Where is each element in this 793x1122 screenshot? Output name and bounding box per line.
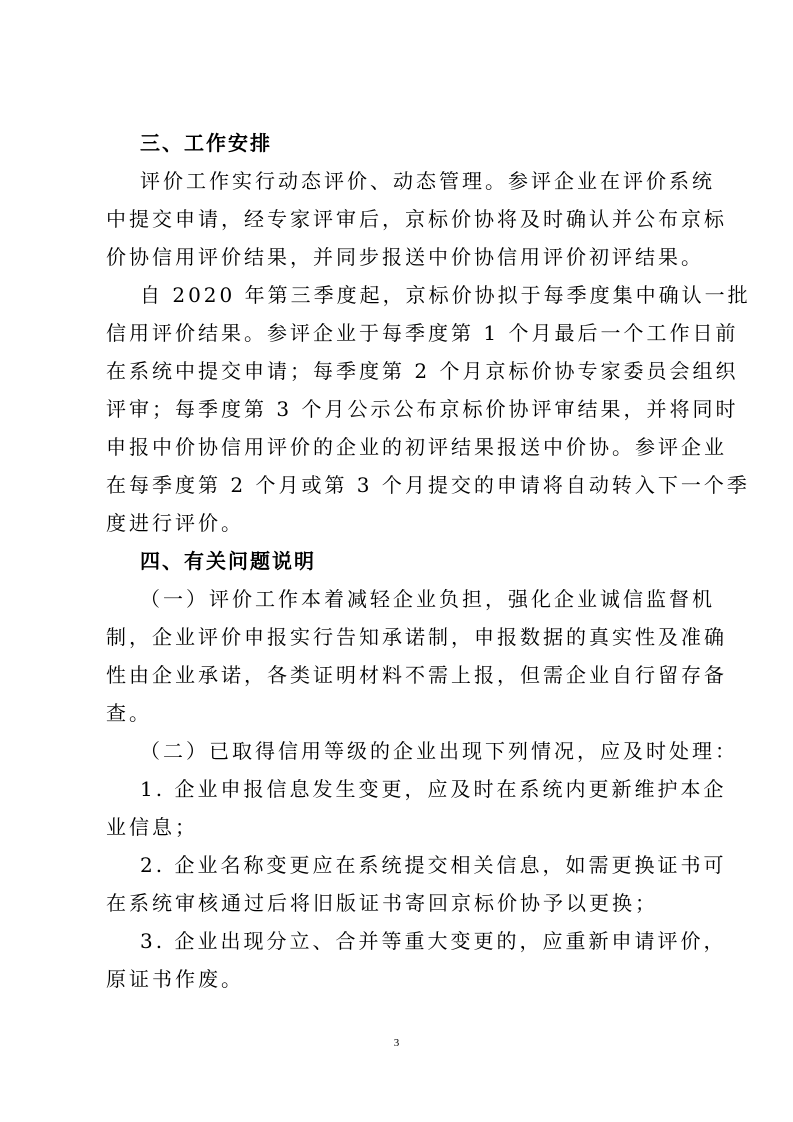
text-line: 评审；每季度第 3 个月公示公布京标价协评审结果，并将同时 (106, 397, 739, 421)
paragraph-item-one (106, 580, 727, 732)
paragraph-sub-item-1 (106, 770, 727, 846)
section-heading-issues: 四、有关问题说明 (140, 549, 316, 573)
text-line: （一）评价工作本着减轻企业负担，强化企业诚信监督机 (140, 587, 715, 611)
text-line: （二）已取得信用等级的企业出现下列情况，应及时处理： (140, 739, 738, 763)
paragraph-sub-item-2 (106, 846, 727, 922)
section-heading-work-arrangement: 三、工作安排 (140, 131, 272, 155)
text-line: 自 2020 年第三季度起，京标价协拟于每季度集中确认一批 (140, 283, 751, 307)
text-line: 评价工作实行动态评价、动态管理。参评企业在评价系统 (140, 169, 715, 193)
text-line: 制，企业评价申报实行告知承诺制，申报数据的真实性及准确 (106, 625, 727, 649)
text-line: 1. 企业申报信息发生变更，应及时在系统内更新维护本企 (140, 777, 727, 801)
text-line: 性由企业承诺，各类证明材料不需上报，但需企业自行留存备 (106, 663, 727, 687)
page-number: 3 (393, 1037, 400, 1049)
paragraph-quarterly-schedule (106, 276, 751, 542)
text-line: 度进行评价。 (106, 511, 244, 535)
text-line: 申报中价协信用评价的企业的初评结果报送中价协。参评企业 (106, 435, 727, 459)
text-line: 信用评价结果。参评企业于每季度第 1 个月最后一个工作日前 (106, 321, 739, 345)
text-line: 价协信用评价结果，并同步报送中价协信用评价初评结果。 (106, 245, 704, 269)
paragraph-dynamic-evaluation (106, 162, 727, 276)
document-body (106, 124, 751, 998)
text-line: 查。 (106, 701, 152, 725)
paragraph-sub-item-3 (106, 922, 727, 998)
text-line: 在系统中提交申请；每季度第 2 个月京标价协专家委员会组织 (106, 359, 739, 383)
text-line: 2. 企业名称变更应在系统提交相关信息，如需更换证书可 (140, 853, 727, 877)
text-line: 在每季度第 2 个月或第 3 个月提交的申请将自动转入下一个季 (106, 473, 750, 497)
text-line: 在系统审核通过后将旧版证书寄回京标价协予以更换； (106, 891, 658, 915)
text-line: 业信息； (106, 815, 198, 839)
text-line: 原证书作废。 (106, 967, 244, 991)
text-line: 中提交申请，经专家评审后，京标价协将及时确认并公布京标 (106, 207, 727, 231)
paragraph-item-two (140, 732, 738, 770)
text-line: 3. 企业出现分立、合并等重大变更的，应重新申请评价， (140, 929, 727, 953)
